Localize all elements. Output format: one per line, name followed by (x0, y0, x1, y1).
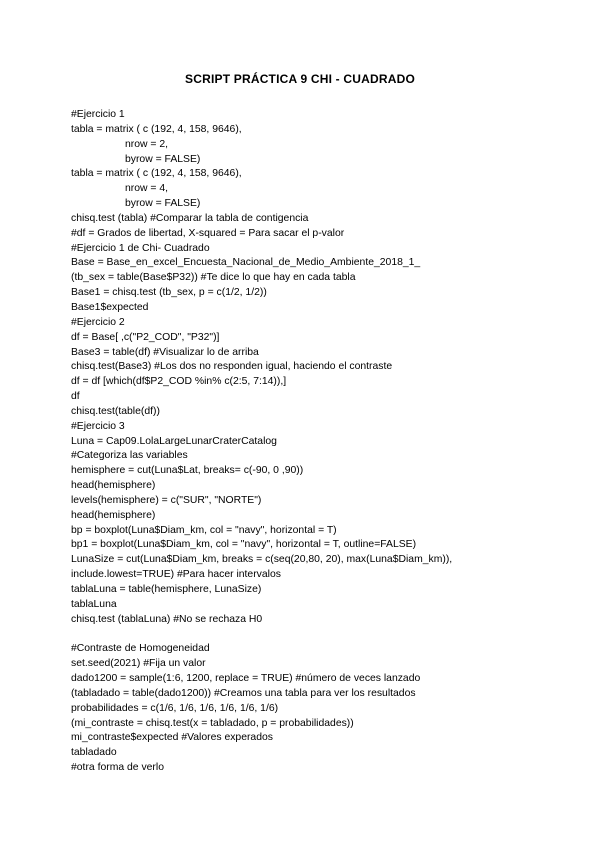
code-line: byrow = FALSE) (125, 153, 201, 165)
code-line: hemisphere = cut(Luna$Lat, breaks= c(-90, 0 ,90)) (71, 465, 304, 477)
code-line: dado1200 = sample(1:6, 1200, replace = TRUE) #número de veces lanzado (71, 673, 421, 685)
code-line: #Ejercicio 3 (71, 420, 125, 432)
code-line: tablaLuna (71, 598, 117, 610)
code-line: #Contraste de Homogeneidad (71, 643, 210, 655)
code-line: levels(hemisphere) = c("SUR", "NORTE") (71, 494, 262, 506)
code-line: Base1 = chisq.test (tb_sex, p = c(1/2, 1/2)) (71, 287, 267, 299)
code-line: tabladado (71, 747, 117, 759)
code-line: chisq.test(table(df)) (71, 405, 160, 417)
code-line: (tabladado = table(dado1200)) #Creamos una tabla para ver los resultados (71, 687, 416, 699)
code-line: (tb_sex = table(Base$P32)) #Te dice lo que hay en cada tabla (71, 272, 356, 284)
code-line: (mi_contraste = chisq.test(x = tabladado, p = probabilidades)) (71, 717, 354, 729)
document-title: SCRIPT PRÁCTICA 9 CHI - CUADRADO (185, 72, 415, 86)
code-line: head(hemisphere) (71, 509, 156, 521)
code-line: include.lowest=TRUE) #Para hacer intervalos (71, 569, 281, 581)
code-line (71, 628, 571, 643)
code-line: Luna = Cap09.LolaLargeLunarCraterCatalog (71, 435, 277, 447)
code-line: Base = Base_en_excel_Encuesta_Nacional_de_Medio_Ambiente_2018_1_ (71, 257, 421, 269)
code-block (71, 108, 571, 776)
code-line: #Ejercicio 2 (71, 316, 125, 328)
code-line: df = Base[ ,c("P2_COD", "P32")] (71, 331, 220, 343)
code-line: nrow = 2, (125, 138, 169, 150)
code-line: Base3 = table(df) #Visualizar lo de arriba (71, 346, 259, 358)
code-line: tabla = matrix ( c (192, 4, 158, 9646), (71, 168, 242, 180)
code-line: #Categoriza las variables (71, 450, 188, 462)
code-line: #Ejercicio 1 de Chi- Cuadrado (71, 242, 210, 254)
code-line: #Ejercicio 1 (71, 109, 125, 120)
code-line: nrow = 4, (125, 183, 169, 195)
code-line: chisq.test (tablaLuna) #No se rechaza H0 (71, 613, 263, 625)
code-line: tablaLuna = table(hemisphere, LunaSize) (71, 584, 262, 595)
code-line: tabla = matrix ( c (192, 4, 158, 9646), (71, 123, 242, 135)
code-line: df = df [which(df$P2_COD %in% c(2:5, 7:14)),] (71, 376, 287, 388)
code-line: mi_contraste$expected #Valores experados (71, 732, 273, 744)
code-line: df (71, 391, 80, 403)
code-line: byrow = FALSE) (125, 198, 201, 210)
code-line: LunaSize = cut(Luna$Diam_km, breaks = c(seq(20,80, 20), max(Luna$Diam_km)), (71, 554, 453, 566)
code-line: set.seed(2021) #Fija un valor (71, 658, 206, 670)
code-line: bp = boxplot(Luna$Diam_km, col = "navy", horizontal = T) (71, 524, 337, 536)
code-line: head(hemisphere) (71, 480, 156, 492)
code-line: chisq.test (tabla) #Comparar la tabla de contigencia (71, 212, 309, 224)
code-line: Base1$expected (71, 301, 149, 313)
code-line: chisq.test(Base3) #Los dos no responden igual, haciendo el contraste (71, 361, 393, 373)
code-line: #otra forma de verlo (71, 762, 164, 774)
code-line: #df = Grados de libertad, X-squared = Para sacar el p-valor (71, 227, 345, 239)
code-line: bp1 = boxplot(Luna$Diam_km, col = "navy", horizontal = T, outline=FALSE) (71, 539, 417, 551)
code-line: probabilidades = c(1/6, 1/6, 1/6, 1/6, 1/6, 1/6) (71, 702, 279, 714)
